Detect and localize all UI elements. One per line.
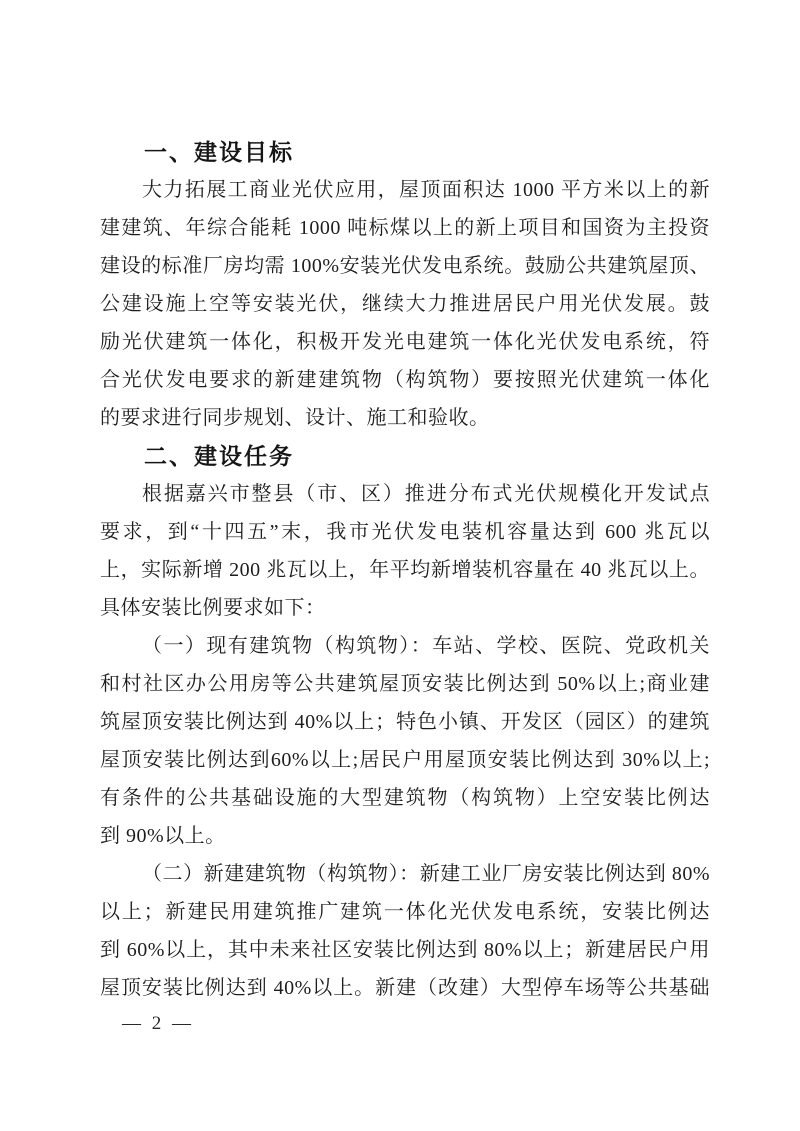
text-line: 公建设施上空等安装光伏，继续大力推进居民户用光伏发展。鼓 bbox=[100, 293, 710, 315]
section-heading: 一、建设目标 bbox=[144, 139, 294, 165]
text-line: 和村社区办公用房等公共建筑屋顶安装比例达到 50%以上;商业建 bbox=[100, 673, 710, 695]
text-line: 具体安装比例要求如下： bbox=[100, 597, 326, 619]
text-line: 合光伏发电要求的新建建筑物（构筑物）要按照光伏建筑一体化 bbox=[100, 369, 710, 391]
text-line: 建设的标准厂房均需 100%安装光伏发电系统。鼓励公共建筑屋顶、 bbox=[100, 255, 710, 277]
text-line: 屋顶安装比例达到60%以上;居民户用屋顶安装比例达到 30%以上; bbox=[100, 749, 710, 771]
text-line: 大力拓展工商业光伏应用，屋顶面积达 1000 平方米以上的新 bbox=[142, 179, 710, 201]
text-line: 有条件的公共基础设施的大型建筑物（构筑物）上空安装比例达 bbox=[100, 787, 710, 809]
text-line: 到 90%以上。 bbox=[100, 825, 226, 847]
text-line: 建建筑、年综合能耗 1000 吨标煤以上的新上项目和国资为主投资 bbox=[100, 217, 710, 239]
text-line: 屋顶安装比例达到 40%以上。新建（改建）大型停车场等公共基础 bbox=[100, 977, 710, 999]
text-line: 到 60%以上，其中未来社区安装比例达到 80%以上；新建居民户用 bbox=[100, 939, 710, 961]
text-line: （一）现有建筑物（构筑物）：车站、学校、医院、党政机关 bbox=[142, 635, 710, 657]
text-line: 根据嘉兴市整县（市、区）推进分布式光伏规模化开发试点 bbox=[142, 483, 710, 505]
text-line: 筑屋顶安装比例达到 40%以上；特色小镇、开发区（园区）的建筑 bbox=[100, 711, 710, 733]
text-line: 上，实际新增 200 兆瓦以上，年平均新增装机容量在 40 兆瓦以上。 bbox=[100, 559, 710, 581]
text-line: 的要求进行同步规划、设计、施工和验收。 bbox=[100, 407, 490, 429]
text-line: （二）新建建筑物（构筑物）：新建工业厂房安装比例达到 80% bbox=[142, 863, 710, 885]
text-line: 励光伏建筑一体化，积极开发光电建筑一体化光伏发电系统，符 bbox=[100, 331, 710, 353]
document-content bbox=[100, 133, 710, 1007]
text-line: 要求，到“十四五”末，我市光伏发电装机容量达到 600 兆瓦以 bbox=[100, 521, 710, 543]
page-number: — 2 — bbox=[122, 1013, 194, 1034]
section-heading: 二、建设任务 bbox=[144, 443, 294, 469]
text-line: 以上；新建民用建筑推广建筑一体化光伏发电系统，安装比例达 bbox=[100, 901, 710, 923]
